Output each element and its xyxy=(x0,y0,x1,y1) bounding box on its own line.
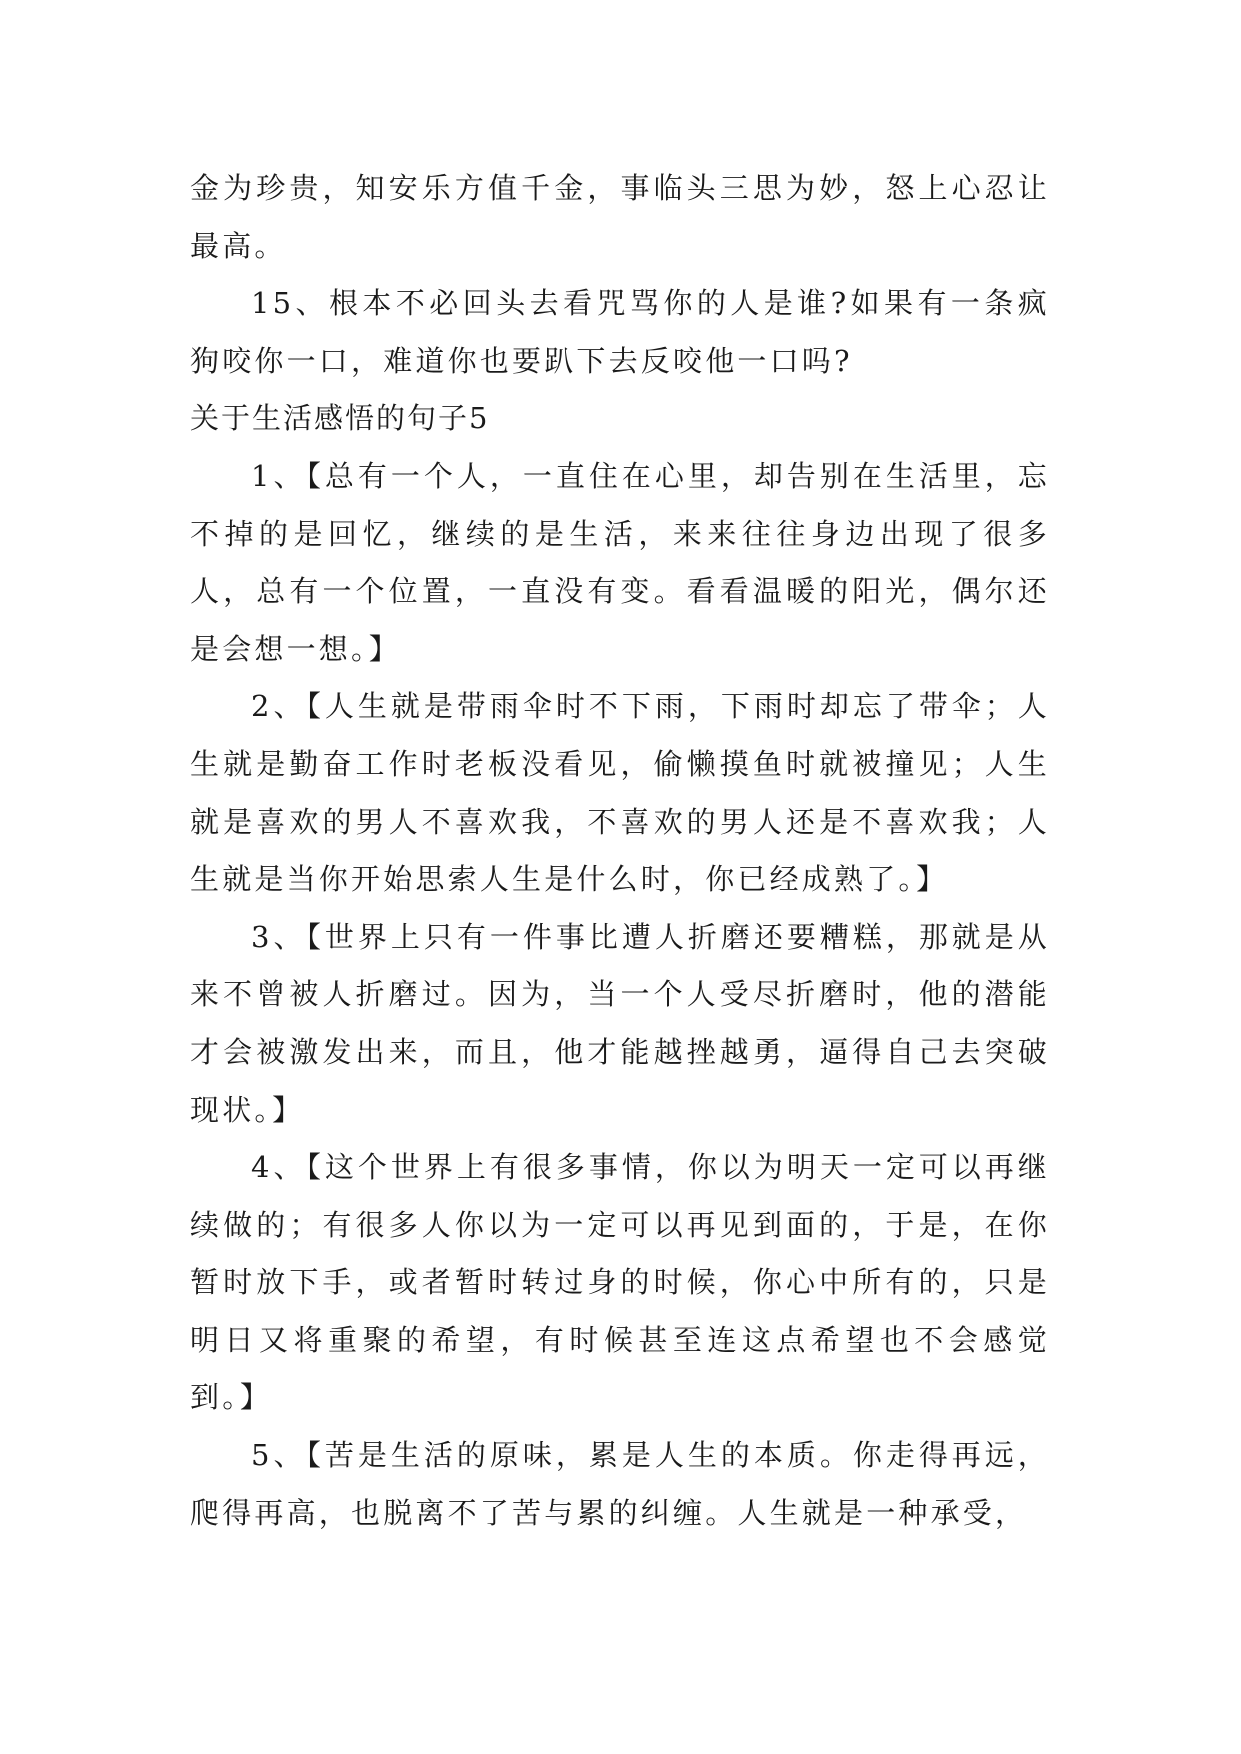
paragraph-item-3: 3、【世界上只有一件事比遭人折磨还要糟糕，那就是从来不曾被人折磨过。因为，当一个人受尽折磨时，他的潜能才会被激发出来，而且，他才能越挫越勇，逼得自己去突破现状。】 xyxy=(190,919,1050,1127)
paragraph-item-15: 15、根本不必回头去看咒骂你的人是谁?如果有一条疯狗咬你一口，难道你也要趴下去反咬他一口吗? xyxy=(190,286,1050,378)
paragraph-item-4: 4、【这个世界上有很多事情，你以为明天一定可以再继续做的；有很多人你以为一定可以再见到面的，于是，在你暂时放下手，或者暂时转过身的时候，你心中所有的，只是明日又将重聚的希望，有时候甚至连这点希望也不会感觉到。】 xyxy=(190,1150,1050,1415)
document-body xyxy=(190,160,1050,1542)
section-heading: 关于生活感悟的句子5 xyxy=(190,401,490,436)
paragraph-item-5: 5、【苦是生活的原味，累是人生的本质。你走得再远，爬得再高，也脱离不了苦与累的纠缠。人生就是一种承受， xyxy=(190,1438,1050,1530)
paragraph-item-1: 1、【总有一个人，一直住在心里，却告别在生活里，忘不掉的是回忆，继续的是生活，来来往往身边出现了很多人，总有一个位置，一直没有变。看看温暖的阳光，偶尔还是会想一想。】 xyxy=(190,458,1050,666)
paragraph-continuation: 金为珍贵，知安乐方值千金，事临头三思为妙，怒上心忍让最高。 xyxy=(190,171,1050,263)
paragraph-item-2: 2、【人生就是带雨伞时不下雨，下雨时却忘了带伞；人生就是勤奋工作时老板没看见，偷懒摸鱼时就被撞见；人生就是喜欢的男人不喜欢我，不喜欢的男人还是不喜欢我；人生就是当你开始思索人生是什么时，你已经成熟了。】 xyxy=(190,689,1050,897)
